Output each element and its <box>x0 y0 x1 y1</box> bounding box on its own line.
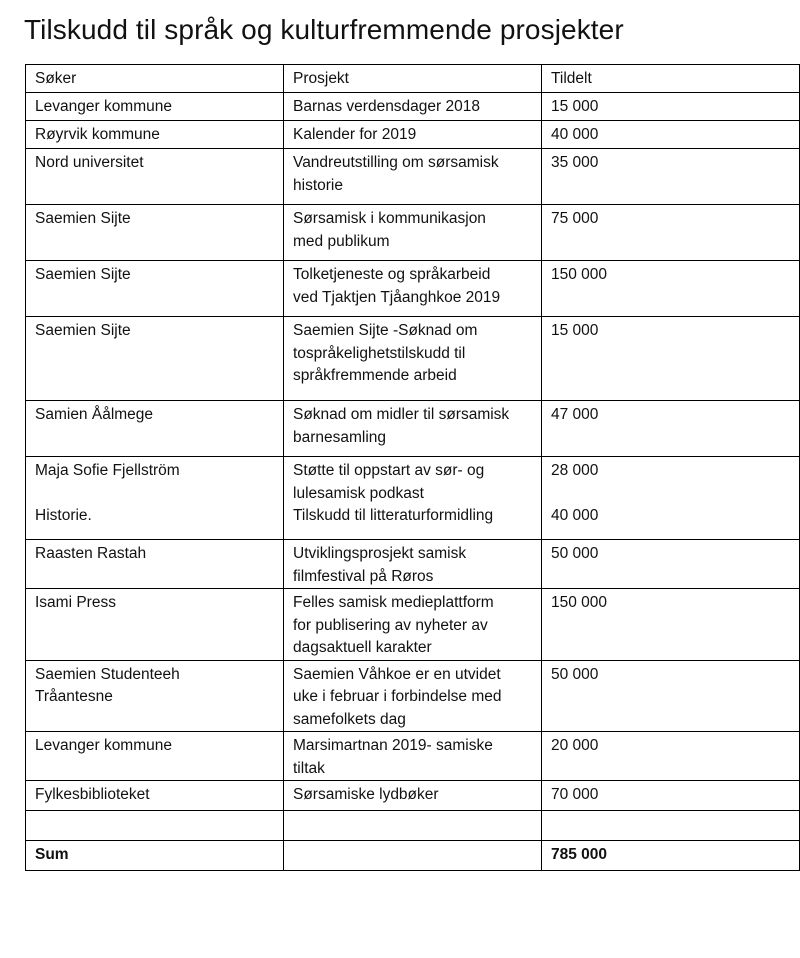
cell-line: Røyrvik kommune <box>35 126 160 143</box>
cell-tildelt <box>542 781 800 811</box>
cell-prosjekt <box>284 781 542 811</box>
cell-tildelt <box>542 317 800 401</box>
table-row <box>26 589 800 661</box>
cell-line: 40 000 <box>551 126 599 143</box>
sum-empty <box>284 841 542 871</box>
cell-line: Tilskudd til litteraturformidling <box>293 507 494 524</box>
cell-line: 150 000 <box>551 594 608 611</box>
cell-line: 28 000 <box>551 462 599 479</box>
cell-soker <box>26 93 284 121</box>
cell-prosjekt <box>284 811 542 841</box>
cell-line: 150 000 <box>551 266 608 283</box>
cell-line <box>35 814 275 837</box>
cell-line: Utviklingsprosjekt samisk <box>293 545 467 562</box>
cell-tildelt <box>542 589 800 661</box>
cell-tildelt <box>542 732 800 781</box>
cell-soker <box>26 732 284 781</box>
cell-line: dagsaktuell karakter <box>293 639 432 656</box>
cell-line: Nord universitet <box>35 154 144 171</box>
cell-prosjekt <box>284 660 542 732</box>
cell-line: for publisering av nyheter av <box>293 616 488 634</box>
cell-prosjekt <box>284 261 542 317</box>
table-row <box>26 205 800 261</box>
cell-line: Støtte til oppstart av sør- og <box>293 462 485 479</box>
table-row <box>26 121 800 149</box>
cell-line: 15 000 <box>551 322 599 339</box>
cell-tildelt <box>542 261 800 317</box>
cell-line: 70 000 <box>551 786 599 803</box>
cell-line: Levanger kommune <box>35 98 172 115</box>
cell-line: Isami Press <box>35 594 116 611</box>
cell-line: Vandreutstilling om sørsamisk <box>293 154 499 171</box>
cell-line: Sørsamiske lydbøker <box>293 786 439 803</box>
header-cell-tildelt: Tildelt <box>542 65 800 93</box>
sum-value: 785 000 <box>542 841 800 871</box>
cell-line: 50 000 <box>551 665 599 683</box>
cell-line: Sørsamisk i kommunikasjon <box>293 210 486 227</box>
cell-line: Saemien Våhkoe er en utvidet <box>293 665 501 683</box>
cell-line: Fylkesbiblioteket <box>35 786 150 803</box>
cell-prosjekt <box>284 121 542 149</box>
table-row <box>26 457 800 540</box>
cell-tildelt <box>542 457 800 540</box>
cell-soker <box>26 781 284 811</box>
cell-line: Saemien Sijte <box>35 322 131 339</box>
cell-line: Tråantesne <box>35 688 113 705</box>
cell-tildelt <box>542 93 800 121</box>
cell-prosjekt <box>284 317 542 401</box>
table-row <box>26 317 800 401</box>
cell-line: Marsimartnan 2019- samiske <box>293 737 493 754</box>
grants-table <box>25 64 800 871</box>
cell-soker <box>26 401 284 457</box>
cell-tildelt <box>542 121 800 149</box>
cell-prosjekt <box>284 540 542 589</box>
table-row <box>26 261 800 317</box>
cell-line: språkfremmende arbeid <box>293 367 457 384</box>
cell-prosjekt <box>284 457 542 540</box>
cell-line <box>293 814 533 837</box>
cell-prosjekt <box>284 93 542 121</box>
cell-soker <box>26 149 284 205</box>
table-row <box>26 732 800 781</box>
cell-line: lulesamisk podkast <box>293 484 424 502</box>
header-cell-soker: Søker <box>26 65 284 93</box>
page-title: Tilskudd til språk og kulturfremmende prosjekter <box>24 14 624 45</box>
cell-line: barnesamling <box>293 428 387 446</box>
cell-prosjekt <box>284 589 542 661</box>
cell-line: Levanger kommune <box>35 737 172 754</box>
cell-line: ved Tjaktjen Tjåanghkoe 2019 <box>293 288 501 306</box>
cell-line: 50 000 <box>551 545 599 562</box>
cell-line: tospråkelighetstilskudd til <box>293 344 466 362</box>
header-cell-prosjekt: Prosjekt <box>284 65 542 93</box>
table-row <box>26 781 800 811</box>
cell-tildelt <box>542 540 800 589</box>
cell-line: historie <box>293 176 343 194</box>
cell-line: Maja Sofie Fjellström <box>35 462 180 479</box>
table-row <box>26 660 800 732</box>
cell-prosjekt <box>284 732 542 781</box>
cell-line: samefolkets dag <box>293 710 406 728</box>
cell-prosjekt <box>284 149 542 205</box>
table-row <box>26 149 800 205</box>
cell-soker <box>26 811 284 841</box>
grants-table-body <box>26 65 800 871</box>
cell-tildelt <box>542 401 800 457</box>
cell-line: 75 000 <box>551 210 599 227</box>
cell-line: Kalender for 2019 <box>293 126 417 143</box>
cell-line: 47 000 <box>551 406 599 423</box>
cell-soker <box>26 457 284 540</box>
cell-line: uke i februar i forbindelse med <box>293 688 502 705</box>
table-row <box>26 811 800 841</box>
cell-line: 15 000 <box>551 98 599 115</box>
cell-line: Søknad om midler til sørsamisk <box>293 406 510 423</box>
cell-soker <box>26 589 284 661</box>
cell-soker <box>26 205 284 261</box>
cell-line: 20 000 <box>551 737 599 754</box>
cell-soker <box>26 540 284 589</box>
sum-row <box>26 841 800 871</box>
cell-line: filmfestival på Røros <box>293 567 434 585</box>
sum-label: Sum <box>26 841 284 871</box>
cell-tildelt <box>542 660 800 732</box>
cell-line: 40 000 <box>551 507 599 524</box>
cell-line: 35 000 <box>551 154 599 171</box>
cell-line: Raasten Rastah <box>35 545 147 562</box>
cell-prosjekt <box>284 401 542 457</box>
cell-line: med publikum <box>293 232 390 250</box>
cell-line: tiltak <box>293 759 325 777</box>
cell-line: Saemien Sijte <box>35 210 131 227</box>
cell-line: Saemien Sijte -Søknad om <box>293 322 478 339</box>
cell-soker <box>26 317 284 401</box>
cell-soker <box>26 261 284 317</box>
table-row <box>26 401 800 457</box>
table-header-row <box>26 65 800 93</box>
cell-soker <box>26 121 284 149</box>
cell-tildelt <box>542 811 800 841</box>
cell-line: Saemien Sijte <box>35 266 131 283</box>
cell-line: Barnas verdensdager 2018 <box>293 98 480 115</box>
table-row <box>26 540 800 589</box>
cell-tildelt <box>542 149 800 205</box>
cell-line: Saemien Studenteeh <box>35 665 180 683</box>
cell-prosjekt <box>284 205 542 261</box>
cell-tildelt <box>542 205 800 261</box>
cell-line: Tolketjeneste og språkarbeid <box>293 266 491 283</box>
cell-line <box>35 483 275 506</box>
cell-line: Historie. <box>35 507 92 524</box>
cell-soker <box>26 660 284 732</box>
cell-line <box>551 483 791 506</box>
table-row <box>26 93 800 121</box>
cell-line: Felles samisk medieplattform <box>293 594 494 611</box>
cell-line: Samien Åålmege <box>35 406 154 423</box>
cell-line <box>551 814 791 837</box>
